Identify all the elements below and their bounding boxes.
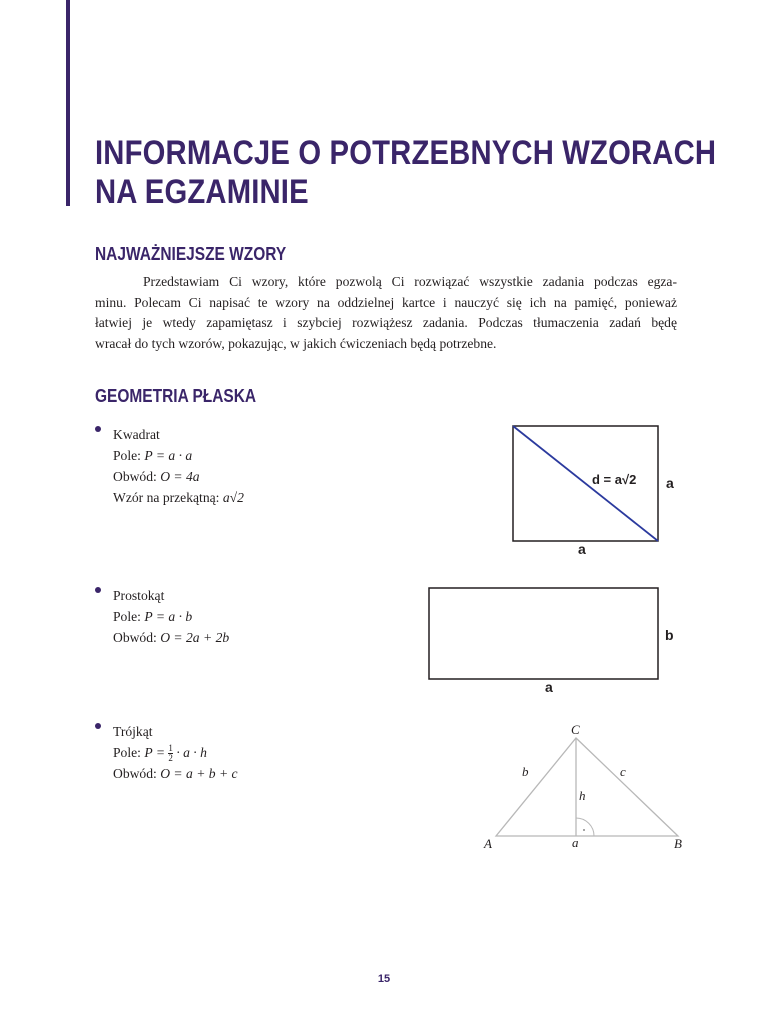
intro-line-3: łatwiej je wtedy zapamiętasz i szybciej rozwiążesz zadania. Podczas tłumaczenia zadań będę: [95, 315, 677, 330]
section-heading-plane-geometry: GEOMETRIA PŁASKA: [95, 386, 257, 406]
triangle-name: Trójkąt: [113, 724, 153, 739]
square-perimeter-formula: O = 4a: [160, 469, 200, 484]
page-title: [95, 134, 717, 212]
rectangle-item: [95, 585, 229, 648]
square-area-formula: P = a · a: [144, 448, 193, 463]
fraction-numerator: 1: [168, 743, 173, 754]
square-area: [95, 445, 244, 466]
square-item: [95, 424, 244, 508]
square-side-bottom-label: a: [578, 541, 586, 557]
vertex-a-label: A: [484, 836, 492, 851]
bullet-icon: [95, 426, 101, 432]
triangle-area: [95, 742, 238, 763]
vertex-b-label: B: [674, 836, 682, 851]
rectangle-area: [95, 606, 229, 627]
square-diagonal-formula: a√2: [222, 490, 244, 505]
rectangle-diagram: [420, 582, 690, 697]
rectangle-area-formula: P = a · b: [144, 609, 193, 624]
right-angle-dot: [583, 829, 585, 831]
triangle-area-prefix: P =: [144, 745, 165, 760]
accent-side-bar: [66, 0, 70, 206]
square-side-right-label: a: [666, 475, 674, 491]
fraction-denominator: 2: [168, 753, 173, 764]
triangle-area-fraction: [168, 744, 173, 763]
intro-line-1: Przedstawiam Ci wzory, które pozwolą Ci rozwiązać wszystkie zadania podczas egza-: [143, 274, 677, 289]
section-heading-most-important: NAJWAŻNIEJSZE WZORY: [95, 244, 287, 264]
rectangle-figure: [420, 582, 690, 702]
intro-paragraph: [95, 272, 677, 354]
side-c-label: c: [620, 764, 626, 779]
triangle-area-label: Pole:: [113, 745, 141, 760]
square-figure: [500, 420, 700, 565]
intro-line-2: minu. Polecam Ci napisać te wzory na oddzielnej kartce i nauczyć się ich na pamięć, ponieważ: [95, 294, 677, 310]
rectangle-side-right-label: b: [665, 627, 674, 643]
rectangle-side-bottom-label: a: [545, 679, 553, 695]
rectangle-outline: [429, 588, 658, 679]
square-diagram: [500, 420, 700, 560]
rectangle-perimeter-formula: O = 2a + 2b: [160, 630, 230, 645]
triangle-figure: [480, 718, 710, 863]
bullet-icon: [95, 587, 101, 593]
square-perimeter-label: Obwód:: [113, 469, 157, 484]
rectangle-name: Prostokąt: [113, 588, 165, 603]
triangle-perimeter-formula: O = a + b + c: [160, 766, 238, 782]
right-angle-marker: [576, 818, 594, 836]
triangle-diagram: [480, 718, 710, 858]
square-diagonal: [95, 487, 244, 508]
square-diagonal-label: Wzór na przekątną:: [113, 490, 220, 505]
rectangle-perimeter-label: Obwód:: [113, 630, 157, 645]
triangle-item: [95, 721, 238, 784]
intro-line-4: wracał do tych wzorów, pokazując, w jakich ćwiczeniach będą potrzebne.: [95, 335, 497, 351]
triangle-perimeter-label: Obwód:: [113, 766, 157, 782]
rectangle-area-label: Pole:: [113, 609, 141, 624]
triangle-perimeter: [95, 763, 238, 784]
page-title-line-1: INFORMACJE O POTRZEBNYCH WZORACH: [95, 134, 717, 172]
vertex-c-label: C: [571, 722, 580, 737]
page-title-line-2: NA EGZAMINIE: [95, 173, 309, 211]
bullet-icon: [95, 723, 101, 729]
side-b-label: b: [522, 764, 529, 779]
page-number: 15: [377, 973, 391, 985]
square-name: Kwadrat: [113, 427, 160, 442]
square-perimeter: [95, 466, 244, 487]
side-a-label: a: [572, 835, 579, 850]
height-label: h: [579, 788, 586, 803]
square-diagonal-label-fig: d = a√2: [592, 472, 637, 487]
triangle-area-suffix: · a · h: [176, 745, 207, 760]
rectangle-perimeter: [95, 627, 229, 648]
square-area-label: Pole:: [113, 448, 141, 463]
